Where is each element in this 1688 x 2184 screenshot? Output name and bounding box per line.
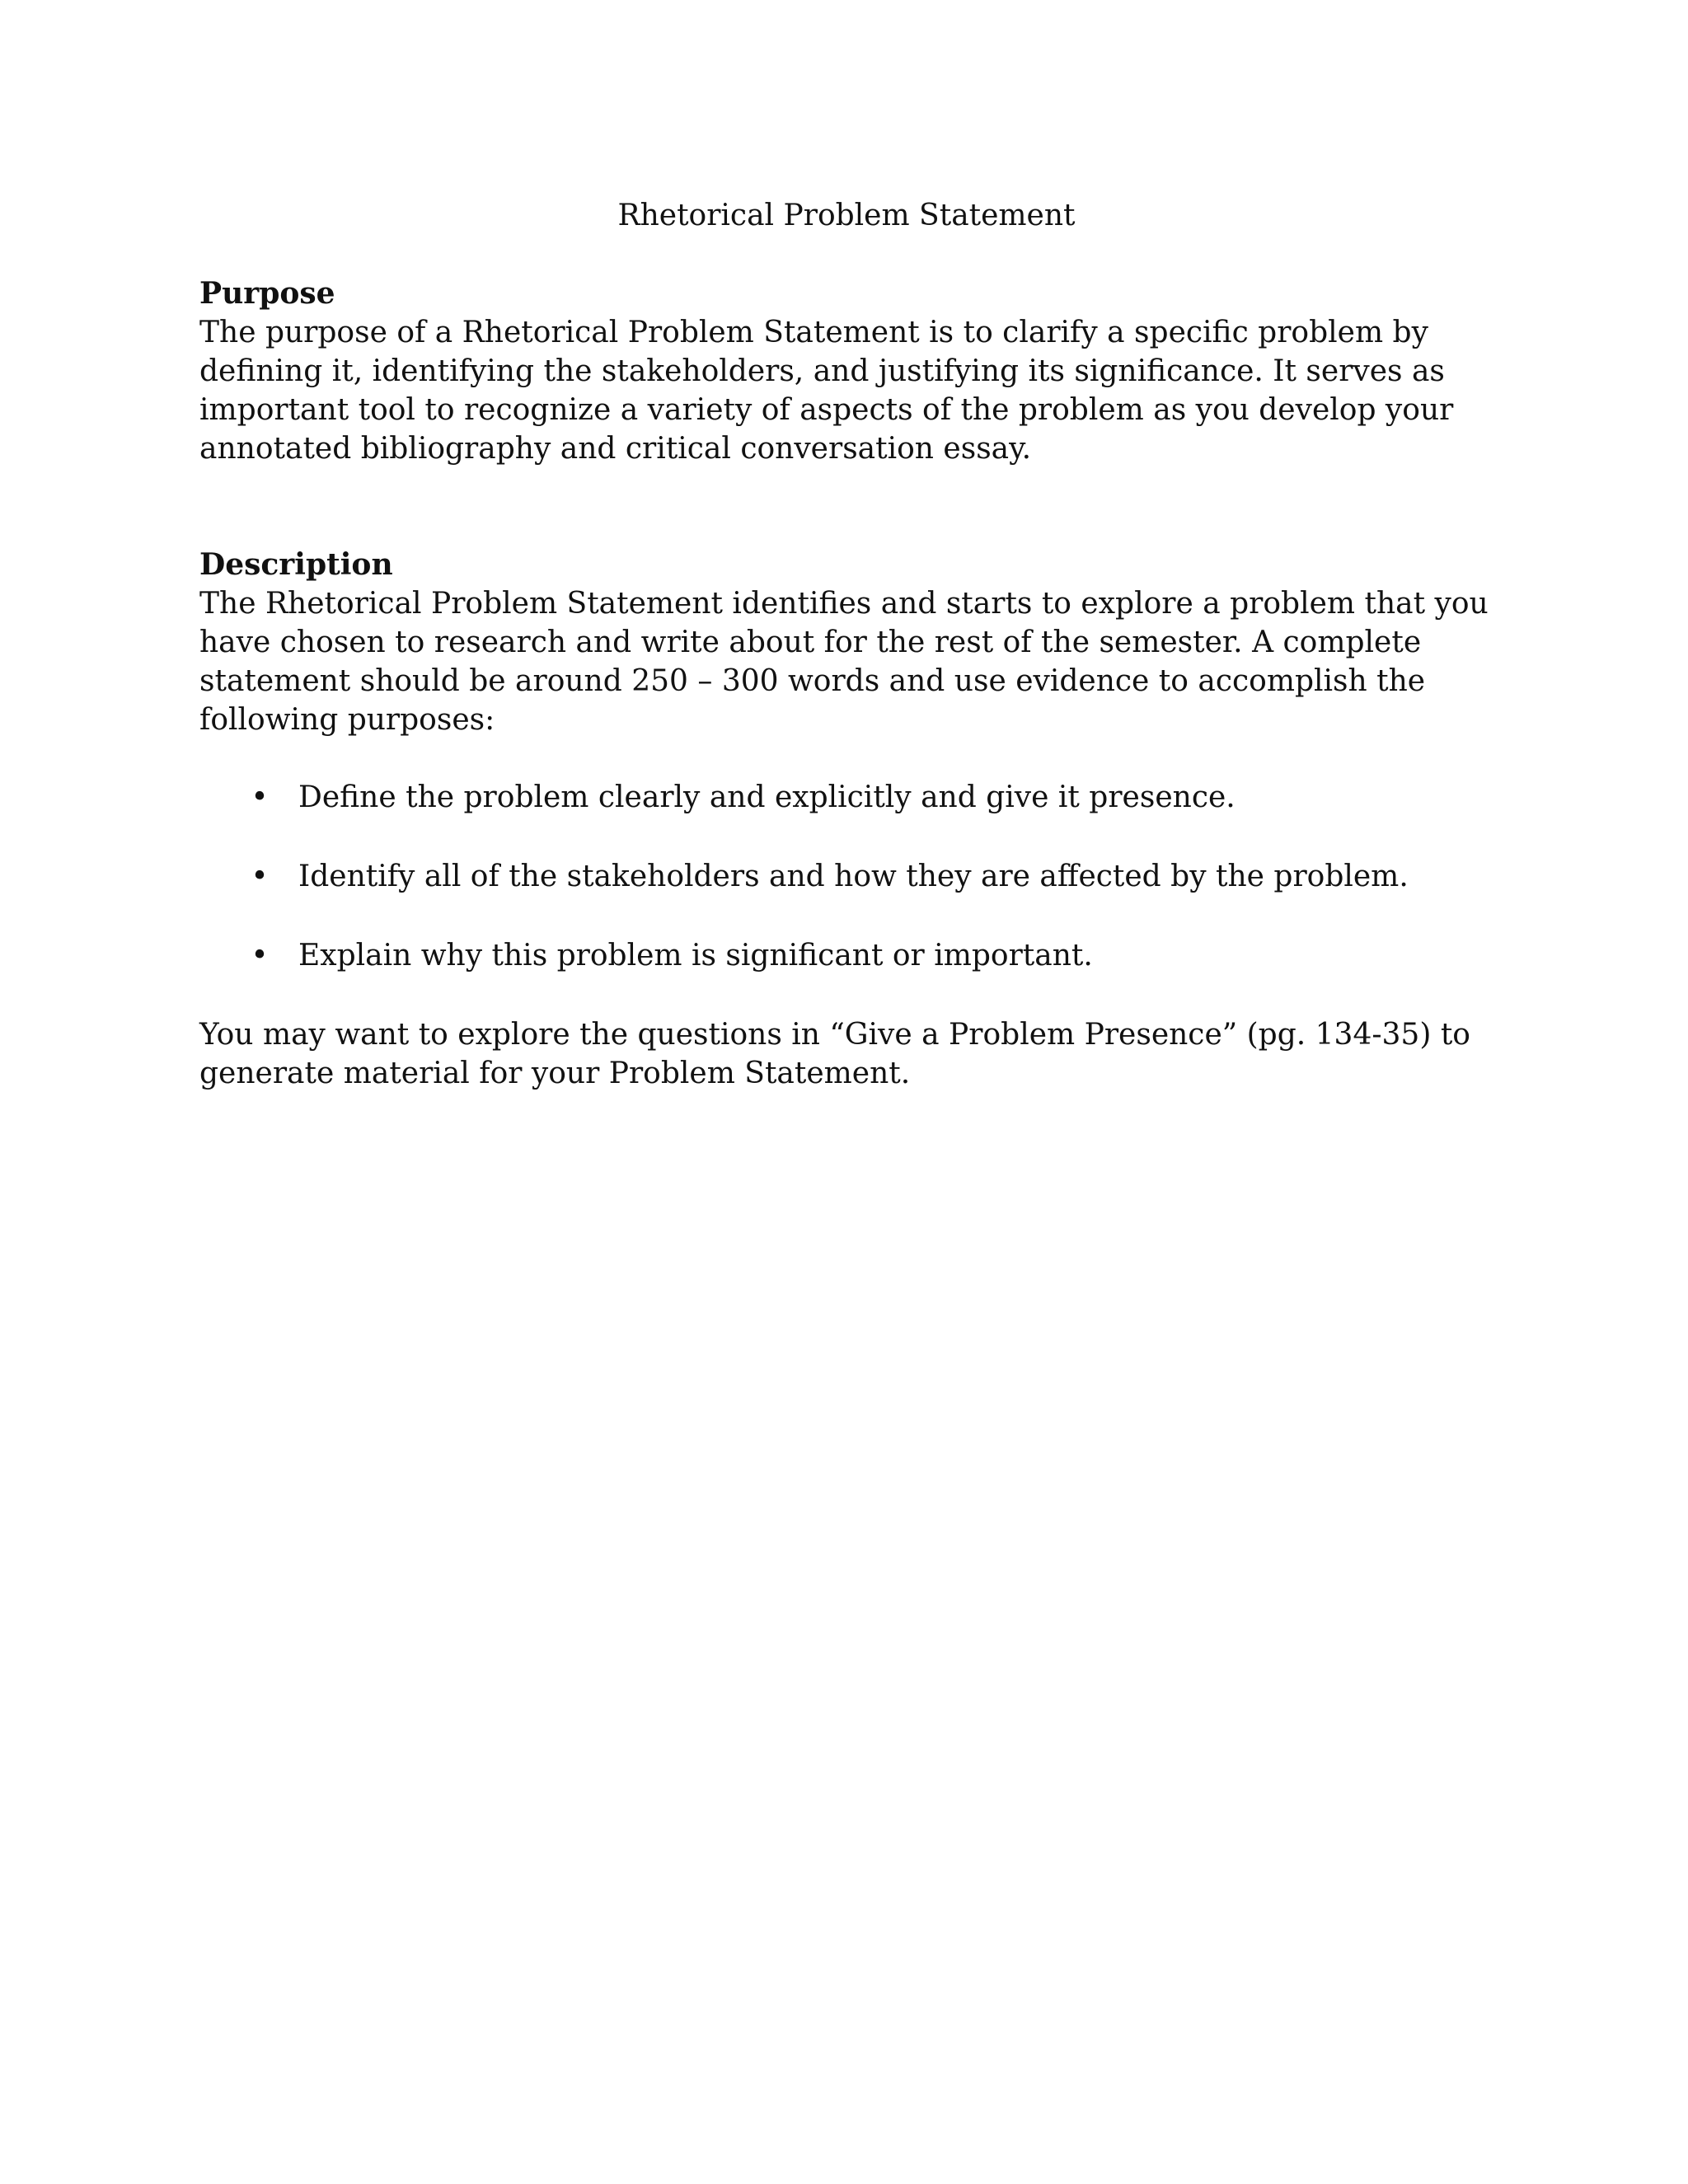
purpose-heading: Purpose xyxy=(199,276,335,311)
bullet-text: Define the problem clearly and explicitly and give it presence. xyxy=(298,780,1236,814)
bullet-item-explain xyxy=(199,936,1493,975)
description-heading: Description xyxy=(199,547,393,582)
bullet-item-identify xyxy=(199,857,1493,896)
purpose-section xyxy=(199,274,1493,468)
purpose-paragraph: The purpose of a Rhetorical Problem Statement is to clarify a specific problem by defining it, identifying the stakeholders, and justifying its significance. It serves as important tool to recognize a variety of aspects of the problem as you develop your annotated bibliography and critical conversation essay. xyxy=(199,316,1454,466)
purposes-bullet-list xyxy=(199,778,1493,975)
bullet-text: Identify all of the stakeholders and how they are affected by the problem. xyxy=(298,860,1409,893)
document-title: Rhetorical Problem Statement xyxy=(617,199,1076,232)
bullet-text: Explain why this problem is significant or important. xyxy=(298,939,1093,972)
bullet-icon: • xyxy=(251,939,269,972)
document-content xyxy=(199,196,1493,1093)
bullet-icon: • xyxy=(251,860,269,893)
bullet-item-define xyxy=(199,778,1493,817)
closing-paragraph: You may want to explore the questions in “Give a Problem Presence” (pg. 134-35) to generate material for your Problem Statement. xyxy=(199,1018,1470,1090)
bullet-icon: • xyxy=(251,780,269,814)
description-section xyxy=(199,546,1493,1093)
description-paragraph: The Rhetorical Problem Statement identifies and starts to explore a problem that you have chosen to research and write about for the rest of the semester. A complete statement should be around 250 – 300 words and use evidence to accomplish the following purposes: xyxy=(199,587,1489,737)
